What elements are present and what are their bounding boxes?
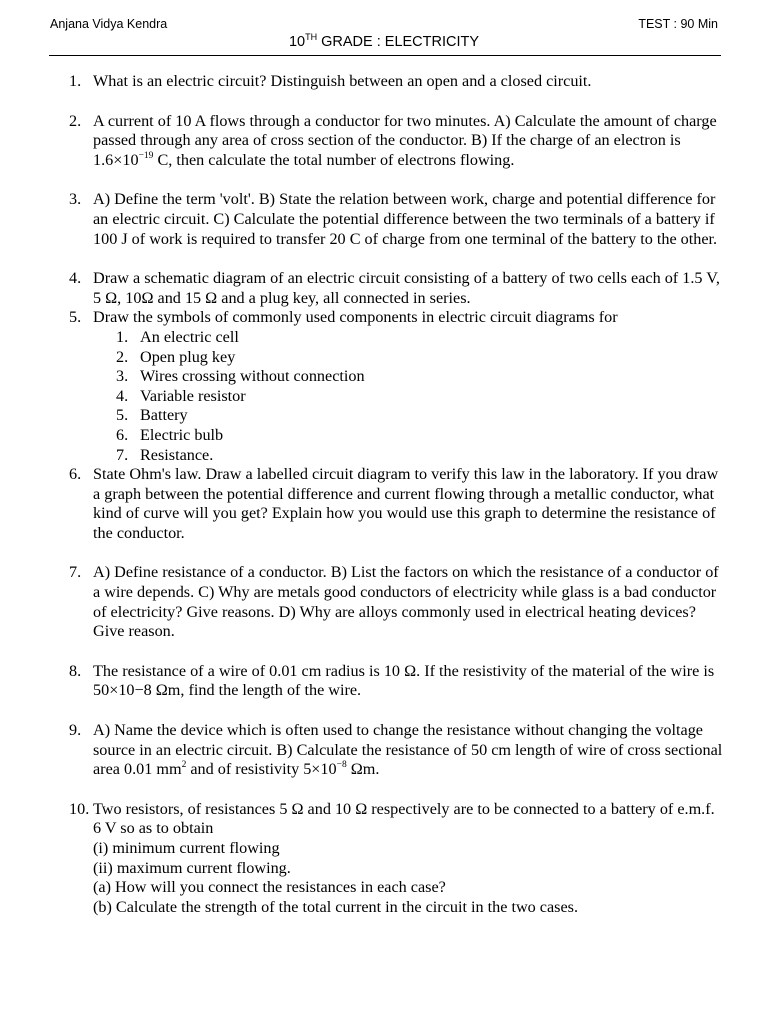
list-item bbox=[0, 348, 768, 368]
question-number: 1. bbox=[69, 72, 82, 90]
question-8 bbox=[0, 662, 768, 701]
question-7 bbox=[0, 563, 768, 641]
question-6 bbox=[0, 465, 768, 543]
list-item bbox=[0, 446, 768, 466]
list-item-text: An electric cell bbox=[140, 327, 239, 346]
question-number: 7. bbox=[69, 563, 82, 582]
test-duration: TEST : 90 Min bbox=[638, 17, 718, 31]
question-text: State Ohm's law. Draw a labelled circuit diagram to verify this law in the laboratory. If you draw a graph between the potential difference and current flowing through a metallic conductor, what kind of curve will you get? Explain how you would use this graph to determine the resistance of the conductor. bbox=[93, 465, 719, 542]
question-1 bbox=[0, 72, 768, 92]
question-line: (ii) maximum current flowing. bbox=[93, 858, 291, 877]
question-line: (a) How will you connect the resistances in each case? bbox=[93, 878, 446, 897]
list-item-number: 3. bbox=[116, 367, 129, 386]
question-line: (b) Calculate the strength of the total current in the circuit in the two cases. bbox=[93, 897, 579, 916]
question-text: A) Name the device which is often used to change the resistance without changing the voltage source in an electric circuit. B) Calculate the resistance of 50 cm length of wire of cross sectional area 0.01 mm bbox=[93, 721, 723, 779]
list-item bbox=[0, 328, 768, 348]
exponent: 2 bbox=[181, 760, 187, 771]
list-item-number: 6. bbox=[116, 425, 129, 444]
school-name: Anjana Vidya Kendra bbox=[50, 17, 168, 31]
list-item bbox=[0, 426, 768, 446]
question-4 bbox=[0, 269, 768, 308]
question-text: A) Define resistance of a conductor. B) List the factors on which the resistance of a conductor of a wire depends. C) Why are metals good conductors of electricity while glass is a bad conductor of electricity? Give reasons. D) Why are alloys commonly used in electrical heating devices? Give reason. bbox=[93, 563, 719, 641]
question-9 bbox=[0, 721, 768, 780]
question-5 bbox=[0, 308, 768, 328]
question-text-end: Ωm. bbox=[346, 760, 380, 779]
question-3 bbox=[0, 190, 768, 249]
question-text: Draw the symbols of commonly used components in electric circuit diagrams for bbox=[93, 308, 618, 327]
list-item bbox=[0, 367, 768, 387]
question-10 bbox=[0, 800, 768, 918]
title-grade-number: 10 bbox=[288, 34, 306, 50]
list-item-text: Open plug key bbox=[140, 347, 236, 366]
question-text: Two resistors, of resistances 5 Ω and 10 Ω respectively are to be connected to a battery of e.m.f. 6 V so as to obtain bbox=[93, 799, 715, 838]
question-number: 5. bbox=[69, 308, 82, 327]
title-subject: GRADE : ELECTRICITY bbox=[317, 34, 480, 50]
question-text-cont: C, then calculate the total number of electrons flowing. bbox=[153, 150, 515, 169]
list-item-text: Resistance. bbox=[140, 445, 214, 464]
list-item-text: Variable resistor bbox=[140, 386, 246, 405]
list-item-number: 5. bbox=[116, 406, 129, 425]
list-item bbox=[0, 387, 768, 407]
question-line: (i) minimum current flowing bbox=[93, 839, 280, 857]
question-number: 6. bbox=[69, 465, 82, 484]
question-number: 4. bbox=[69, 269, 82, 288]
list-item-number: 4. bbox=[116, 386, 129, 405]
list-item-number: 2. bbox=[116, 347, 129, 366]
worksheet-title bbox=[0, 34, 768, 50]
question-number: 3. bbox=[69, 190, 82, 209]
header-rule bbox=[49, 55, 721, 56]
question-text-cont: and of resistivity 5×10 bbox=[186, 760, 337, 779]
page-header bbox=[50, 17, 718, 31]
list-item-number: 7. bbox=[116, 445, 129, 464]
question-number: 9. bbox=[69, 721, 82, 740]
question-number: 2. bbox=[69, 111, 82, 130]
list-item-number: 1. bbox=[116, 327, 129, 346]
question-number: 10. bbox=[69, 799, 90, 818]
list-item-text: Electric bulb bbox=[140, 425, 224, 444]
list-item-text: Wires crossing without connection bbox=[140, 367, 365, 386]
exponent: −19 bbox=[138, 150, 154, 161]
question-2 bbox=[0, 112, 768, 171]
list-item bbox=[0, 406, 768, 426]
title-grade-suffix: TH bbox=[305, 32, 318, 42]
exponent: −8 bbox=[336, 760, 347, 771]
question-number: 8. bbox=[69, 661, 82, 680]
list-item-text: Battery bbox=[140, 406, 188, 425]
question-text: A) Define the term 'volt'. B) State the relation between work, charge and potential difference for an electric circuit. C) Calculate the potential difference between the two terminals of a battery if 100 J of work is required to transfer 20 C of charge from one terminal of the battery to the other. bbox=[93, 190, 718, 248]
question-text: A current of 10 A flows through a conductor for two minutes. A) Calculate the amount of charge passed through any area of cross section of the conductor. B) If the charge of an electron is 1.6×10 bbox=[93, 111, 717, 169]
question-list bbox=[0, 72, 768, 917]
question-text: Draw a schematic diagram of an electric circuit consisting of a battery of two cells each of 1.5 V, 5 Ω, 10Ω and 15 Ω and a plug key, all connected in series. bbox=[93, 269, 720, 307]
question-text: The resistance of a wire of 0.01 cm radius is 10 Ω. If the resistivity of the material of the wire is 50×10−8 Ωm, find the length of the wire. bbox=[93, 661, 715, 700]
question-text: What is an electric circuit? Distinguish between an open and a closed circuit. bbox=[93, 72, 592, 90]
